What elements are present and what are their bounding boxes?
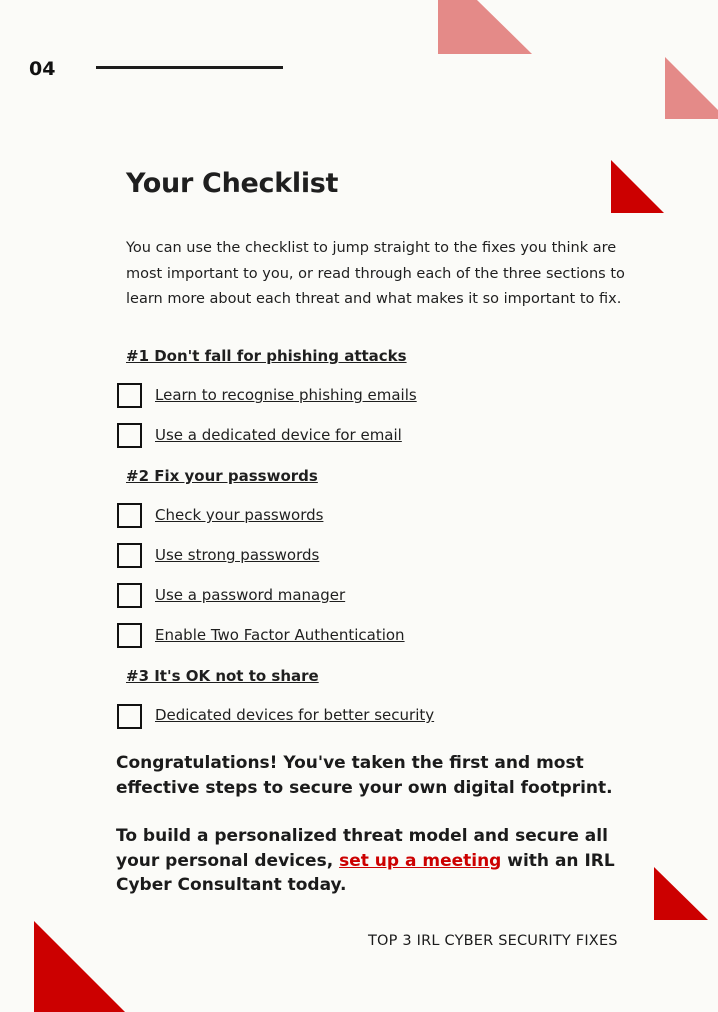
- checklist-item-password-manager[interactable]: Use a password manager: [155, 586, 346, 604]
- red-triangle-bottom-right: [654, 867, 708, 920]
- checklist-item-recognise-phishing[interactable]: Learn to recognise phishing emails: [155, 386, 417, 404]
- cta-text-before: To build a personalized threat model and secure all your personal devices,: [116, 826, 608, 871]
- checkbox-dedicated-email-device[interactable]: [117, 423, 142, 448]
- section-heading-passwords[interactable]: #2 Fix your passwords: [126, 467, 318, 485]
- checklist-item-dedicated-email-device[interactable]: Use a dedicated device for email: [155, 426, 402, 444]
- call-to-action-text: [116, 824, 636, 898]
- checkbox-password-manager[interactable]: [117, 583, 142, 608]
- page-title: Your Checklist: [126, 168, 339, 199]
- pink-triangle-right: [665, 57, 718, 119]
- footer-title: TOP 3 IRL CYBER SECURITY FIXES: [368, 933, 618, 949]
- page-number: 04: [29, 58, 56, 80]
- checkbox-check-passwords[interactable]: [117, 503, 142, 528]
- pink-triangle-top: [438, 0, 532, 54]
- checklist-item-two-factor[interactable]: Enable Two Factor Authentication: [155, 626, 405, 644]
- red-triangle-bottom-left: [34, 921, 125, 1012]
- red-triangle-title: [611, 160, 664, 213]
- checklist-item-dedicated-devices[interactable]: Dedicated devices for better security: [155, 706, 435, 724]
- cta-text-after: with an IRL Cyber Consultant today.: [116, 850, 615, 895]
- checkbox-dedicated-devices[interactable]: [117, 704, 142, 729]
- checklist-item-strong-passwords[interactable]: Use strong passwords: [155, 546, 320, 564]
- checkbox-recognise-phishing[interactable]: [117, 383, 142, 408]
- intro-paragraph: You can use the checklist to jump straight to the fixes you think are most important to you, or read through each of the three sections to learn more about each threat and what makes it so important to fix.: [126, 240, 625, 307]
- meeting-link[interactable]: set up a meeting: [339, 850, 502, 871]
- checklist-item-check-passwords[interactable]: Check your passwords: [155, 506, 324, 524]
- header-divider: [96, 66, 283, 69]
- checkbox-strong-passwords[interactable]: [117, 543, 142, 568]
- section-heading-sharing[interactable]: #3 It's OK not to share: [126, 667, 319, 685]
- checkbox-two-factor[interactable]: [117, 623, 142, 648]
- section-heading-phishing[interactable]: #1 Don't fall for phishing attacks: [126, 347, 407, 365]
- congratulations-text: Congratulations! You've taken the first and most effective steps to secure your own digital footprint.: [116, 753, 613, 798]
